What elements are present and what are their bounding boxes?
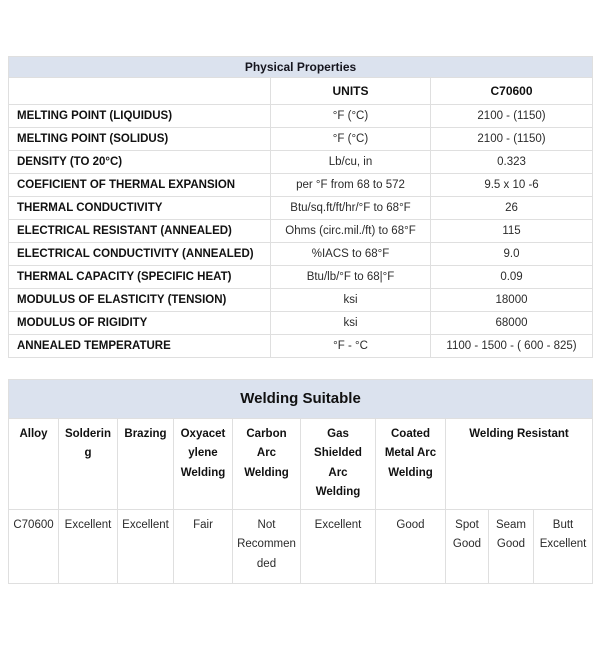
property-value-cell: 0.323 [431,151,593,174]
physical-property-row [9,197,593,220]
physical-property-row [9,174,593,197]
property-units-cell: Btu/sq.ft/ft/hr/°F to 68°F [271,197,431,220]
property-value-cell: 0.09 [431,266,593,289]
welding-column-header: Brazing [118,418,174,509]
physical-properties-title-row [9,57,593,78]
property-value-cell: 18000 [431,289,593,312]
physical-property-row [9,289,593,312]
c70600-column-header: C70600 [431,78,593,105]
welding-column-header: Coated Metal Arc Welding [376,418,446,509]
physical-properties-table [8,56,593,358]
property-value-cell: 115 [431,220,593,243]
welding-resistant-cell: Butt Excellent [534,509,593,583]
welding-column-header: Carbon Arc Welding [233,418,301,509]
welding-suitable-row [9,509,593,583]
property-name-cell: DENSITY (TO 20°C) [9,151,271,174]
page [0,56,600,656]
welding-suitable-title-row [9,380,593,419]
welding-column-header: Alloy [9,418,59,509]
property-name-cell: MELTING POINT (LIQUIDUS) [9,105,271,128]
property-units-cell: %IACS to 68°F [271,243,431,266]
welding-resistant-cell: Seam Good [489,509,534,583]
welding-resistant-cell: Spot Good [446,509,489,583]
property-units-cell: ksi [271,312,431,335]
property-name-cell: MELTING POINT (SOLIDUS) [9,128,271,151]
property-column-header [9,78,271,105]
physical-properties-rows [9,105,593,358]
property-name-cell: MODULUS OF ELASTICITY (TENSION) [9,289,271,312]
physical-property-row [9,151,593,174]
welding-suitable-header-row [9,418,593,509]
property-units-cell: °F (°C) [271,105,431,128]
welding-brazing-cell: Excellent [118,509,174,583]
physical-property-row [9,243,593,266]
welding-soldering-cell: Excellent [59,509,118,583]
welding-alloy-cell: C70600 [9,509,59,583]
property-name-cell: ANNEALED TEMPERATURE [9,335,271,358]
property-name-cell: ELECTRICAL RESISTANT (ANNEALED) [9,220,271,243]
property-name-cell: COEFICIENT OF THERMAL EXPANSION [9,174,271,197]
welding-suitable-rows [9,509,593,583]
physical-property-row [9,335,593,358]
physical-properties-title: Physical Properties [9,57,593,78]
property-units-cell: °F (°C) [271,128,431,151]
welding-column-header: Soldering [59,418,118,509]
physical-property-row [9,105,593,128]
welding-coated-metal-arc-welding-cell: Good [376,509,446,583]
property-value-cell: 2100 - (1150) [431,105,593,128]
welding-suitable-table [8,379,593,584]
property-name-cell: THERMAL CAPACITY (SPECIFIC HEAT) [9,266,271,289]
property-units-cell: per °F from 68 to 572 [271,174,431,197]
property-units-cell: Ohms (circ.mil./ft) to 68°F [271,220,431,243]
property-name-cell: THERMAL CONDUCTIVITY [9,197,271,220]
welding-oxyacetylene-welding-cell: Fair [174,509,233,583]
physical-property-row [9,312,593,335]
welding-resistant-column-header: Welding Resistant [446,418,593,509]
property-value-cell: 1100 - 1500 - ( 600 - 825) [431,335,593,358]
physical-property-row [9,220,593,243]
physical-properties-header-row [9,78,593,105]
property-units-cell: ksi [271,289,431,312]
property-value-cell: 9.5 x 10 -6 [431,174,593,197]
property-value-cell: 9.0 [431,243,593,266]
property-units-cell: Lb/cu, in [271,151,431,174]
welding-column-header: Gas Shielded Arc Welding [301,418,376,509]
welding-gas-shielded-arc-welding-cell: Excellent [301,509,376,583]
welding-suitable-title: Welding Suitable [9,380,593,419]
property-units-cell: °F - °C [271,335,431,358]
physical-property-row [9,128,593,151]
property-units-cell: Btu/lb/°F to 68|°F [271,266,431,289]
property-name-cell: ELECTRICAL CONDUCTIVITY (ANNEALED) [9,243,271,266]
welding-column-header: Oxyacetylene Welding [174,418,233,509]
units-column-header: UNITS [271,78,431,105]
property-value-cell: 68000 [431,312,593,335]
property-value-cell: 26 [431,197,593,220]
property-name-cell: MODULUS OF RIGIDITY [9,312,271,335]
property-value-cell: 2100 - (1150) [431,128,593,151]
physical-property-row [9,266,593,289]
welding-carbon-arc-welding-cell: Not Recommended [233,509,301,583]
